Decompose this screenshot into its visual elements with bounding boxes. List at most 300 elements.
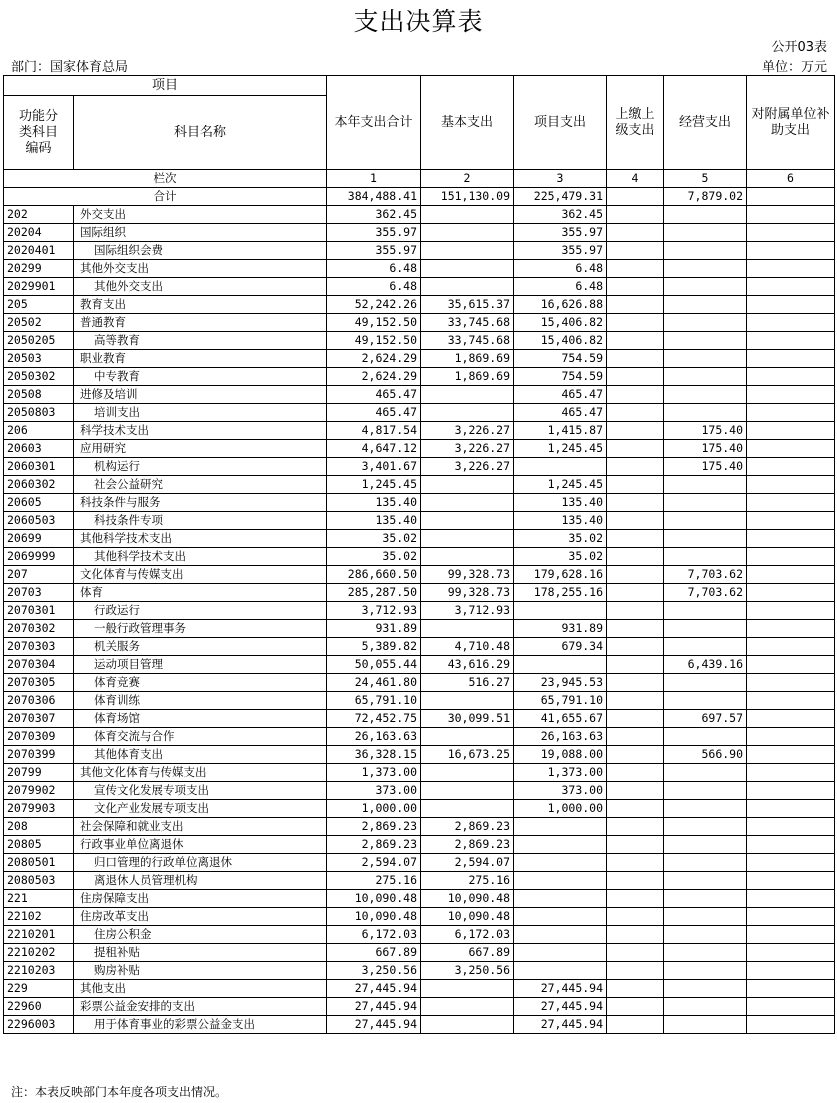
row-subsidy xyxy=(747,584,835,602)
row-total: 3,401.67 xyxy=(327,458,421,476)
row-basic: 43,616.29 xyxy=(421,656,514,674)
row-business xyxy=(664,602,747,620)
row-upper xyxy=(607,656,664,674)
row-code: 2060302 xyxy=(4,476,74,494)
row-basic: 30,099.51 xyxy=(421,710,514,728)
row-code: 221 xyxy=(4,890,74,908)
row-upper xyxy=(607,476,664,494)
row-name: 购房补贴 xyxy=(74,962,327,980)
row-total: 275.16 xyxy=(327,872,421,890)
row-basic: 99,328.73 xyxy=(421,566,514,584)
row-business xyxy=(664,206,747,224)
table-row xyxy=(4,494,835,512)
row-upper xyxy=(607,926,664,944)
row-total: 355.97 xyxy=(327,224,421,242)
row-total: 355.97 xyxy=(327,242,421,260)
row-code: 20605 xyxy=(4,494,74,512)
row-basic: 3,226.27 xyxy=(421,458,514,476)
row-subsidy xyxy=(747,440,835,458)
table-row xyxy=(4,296,835,314)
row-basic: 2,869.23 xyxy=(421,836,514,854)
table-row xyxy=(4,512,835,530)
row-total: 4,647.12 xyxy=(327,440,421,458)
row-name: 其他支出 xyxy=(74,980,327,998)
column-index: 2 xyxy=(421,170,514,188)
row-basic: 2,869.23 xyxy=(421,818,514,836)
row-subsidy xyxy=(747,530,835,548)
row-project: 26,163.63 xyxy=(514,728,607,746)
row-basic xyxy=(421,800,514,818)
row-name: 行政事业单位离退休 xyxy=(74,836,327,854)
row-name: 应用研究 xyxy=(74,440,327,458)
row-name: 住房公积金 xyxy=(74,926,327,944)
row-upper xyxy=(607,674,664,692)
table-row xyxy=(4,404,835,422)
row-upper xyxy=(607,260,664,278)
row-upper xyxy=(607,908,664,926)
row-subsidy xyxy=(747,944,835,962)
row-total: 5,389.82 xyxy=(327,638,421,656)
row-project xyxy=(514,926,607,944)
row-basic xyxy=(421,764,514,782)
row-code: 20502 xyxy=(4,314,74,332)
row-project: 179,628.16 xyxy=(514,566,607,584)
row-total: 49,152.50 xyxy=(327,332,421,350)
row-subsidy xyxy=(747,548,835,566)
row-code: 2210201 xyxy=(4,926,74,944)
row-basic: 99,328.73 xyxy=(421,584,514,602)
column-index: 5 xyxy=(664,170,747,188)
table-row xyxy=(4,926,835,944)
header-item-group: 项目 xyxy=(4,76,327,96)
row-project xyxy=(514,656,607,674)
row-code: 2079902 xyxy=(4,782,74,800)
row-upper xyxy=(607,548,664,566)
row-project xyxy=(514,836,607,854)
row-code: 202 xyxy=(4,206,74,224)
row-name: 体育场馆 xyxy=(74,710,327,728)
row-code: 2050205 xyxy=(4,332,74,350)
row-code: 20805 xyxy=(4,836,74,854)
page-title: 支出决算表 xyxy=(353,7,484,36)
row-business xyxy=(664,296,747,314)
row-subsidy xyxy=(747,980,835,998)
row-basic: 3,226.27 xyxy=(421,422,514,440)
row-total: 10,090.48 xyxy=(327,890,421,908)
row-subsidy xyxy=(747,692,835,710)
header-project: 项目支出 xyxy=(514,76,607,170)
sum-basic: 151,130.09 xyxy=(421,188,514,206)
row-project xyxy=(514,602,607,620)
row-name: 其他科学技术支出 xyxy=(74,548,327,566)
row-project: 355.97 xyxy=(514,224,607,242)
table-row xyxy=(4,818,835,836)
row-name: 机构运行 xyxy=(74,458,327,476)
row-subsidy xyxy=(747,890,835,908)
row-project xyxy=(514,962,607,980)
table-row xyxy=(4,998,835,1016)
table-row xyxy=(4,368,835,386)
row-subsidy xyxy=(747,836,835,854)
row-name: 外交支出 xyxy=(74,206,327,224)
row-total: 667.89 xyxy=(327,944,421,962)
row-business xyxy=(664,638,747,656)
row-upper xyxy=(607,944,664,962)
row-name: 中专教育 xyxy=(74,368,327,386)
row-basic: 667.89 xyxy=(421,944,514,962)
row-upper xyxy=(607,800,664,818)
table-row xyxy=(4,386,835,404)
row-name: 住房保障支出 xyxy=(74,890,327,908)
column-index: 3 xyxy=(514,170,607,188)
sum-subsidy xyxy=(747,188,835,206)
table-row xyxy=(4,728,835,746)
row-project: 15,406.82 xyxy=(514,332,607,350)
row-upper xyxy=(607,350,664,368)
row-business xyxy=(664,368,747,386)
table-row xyxy=(4,530,835,548)
row-code: 229 xyxy=(4,980,74,998)
row-project: 1,415.87 xyxy=(514,422,607,440)
row-name: 社会公益研究 xyxy=(74,476,327,494)
row-business xyxy=(664,782,747,800)
row-project xyxy=(514,908,607,926)
row-name: 高等教育 xyxy=(74,332,327,350)
row-basic xyxy=(421,404,514,422)
row-name: 进修及培训 xyxy=(74,386,327,404)
row-total: 6,172.03 xyxy=(327,926,421,944)
table-row xyxy=(4,872,835,890)
row-basic xyxy=(421,692,514,710)
row-basic xyxy=(421,206,514,224)
row-subsidy xyxy=(747,512,835,530)
table-row xyxy=(4,656,835,674)
row-code: 2050302 xyxy=(4,368,74,386)
row-name: 普通教育 xyxy=(74,314,327,332)
table-row xyxy=(4,890,835,908)
row-upper xyxy=(607,998,664,1016)
table-row xyxy=(4,854,835,872)
table-row xyxy=(4,620,835,638)
row-subsidy xyxy=(747,782,835,800)
row-name: 体育 xyxy=(74,584,327,602)
row-code: 2296003 xyxy=(4,1016,74,1034)
row-total: 72,452.75 xyxy=(327,710,421,728)
row-total: 373.00 xyxy=(327,782,421,800)
row-business xyxy=(664,260,747,278)
row-code: 2079903 xyxy=(4,800,74,818)
row-business xyxy=(664,872,747,890)
row-project: 6.48 xyxy=(514,278,607,296)
header-subsidy: 对附属单位补助支出 xyxy=(747,76,835,170)
row-business xyxy=(664,278,747,296)
table-row xyxy=(4,962,835,980)
row-subsidy xyxy=(747,476,835,494)
table-row xyxy=(4,710,835,728)
row-subsidy xyxy=(747,278,835,296)
row-code: 20204 xyxy=(4,224,74,242)
form-number: 公开03表 xyxy=(771,40,827,55)
row-total: 286,660.50 xyxy=(327,566,421,584)
row-project: 19,088.00 xyxy=(514,746,607,764)
row-code: 2070306 xyxy=(4,692,74,710)
row-business xyxy=(664,314,747,332)
row-project: 178,255.16 xyxy=(514,584,607,602)
row-business xyxy=(664,890,747,908)
row-basic: 1,869.69 xyxy=(421,368,514,386)
header-code: 功能分类科目编码 xyxy=(4,96,74,170)
row-name: 文化产业发展专项支出 xyxy=(74,800,327,818)
unit-label: 单位：万元 xyxy=(761,60,827,75)
row-subsidy xyxy=(747,314,835,332)
row-name: 其他文化体育与传媒支出 xyxy=(74,764,327,782)
row-subsidy xyxy=(747,404,835,422)
row-upper xyxy=(607,404,664,422)
row-subsidy xyxy=(747,656,835,674)
row-subsidy xyxy=(747,386,835,404)
row-project: 35.02 xyxy=(514,530,607,548)
row-upper xyxy=(607,890,664,908)
row-subsidy xyxy=(747,566,835,584)
row-business xyxy=(664,854,747,872)
row-upper xyxy=(607,314,664,332)
row-project: 931.89 xyxy=(514,620,607,638)
row-code: 206 xyxy=(4,422,74,440)
row-upper xyxy=(607,764,664,782)
row-code: 2060301 xyxy=(4,458,74,476)
sum-upper xyxy=(607,188,664,206)
row-total: 50,055.44 xyxy=(327,656,421,674)
row-subsidy xyxy=(747,800,835,818)
row-project: 135.40 xyxy=(514,494,607,512)
row-upper xyxy=(607,386,664,404)
row-upper xyxy=(607,836,664,854)
row-name: 一般行政管理事务 xyxy=(74,620,327,638)
table-row xyxy=(4,224,835,242)
row-code: 20603 xyxy=(4,440,74,458)
row-basic: 10,090.48 xyxy=(421,908,514,926)
row-name: 社会保障和就业支出 xyxy=(74,818,327,836)
table-row xyxy=(4,692,835,710)
row-code: 2070309 xyxy=(4,728,74,746)
row-code: 2210203 xyxy=(4,962,74,980)
row-business xyxy=(664,962,747,980)
row-subsidy xyxy=(747,962,835,980)
row-subsidy xyxy=(747,872,835,890)
row-total: 35.02 xyxy=(327,530,421,548)
expenditure-table xyxy=(3,75,835,1034)
row-name: 其他外交支出 xyxy=(74,260,327,278)
table-row xyxy=(4,206,835,224)
row-project xyxy=(514,944,607,962)
row-subsidy xyxy=(747,710,835,728)
row-basic: 3,712.93 xyxy=(421,602,514,620)
row-basic xyxy=(421,620,514,638)
row-project: 1,373.00 xyxy=(514,764,607,782)
row-name: 职业教育 xyxy=(74,350,327,368)
row-code: 2060503 xyxy=(4,512,74,530)
row-basic xyxy=(421,782,514,800)
header-business: 经营支出 xyxy=(664,76,747,170)
row-business xyxy=(664,818,747,836)
row-total: 6.48 xyxy=(327,278,421,296)
row-project: 362.45 xyxy=(514,206,607,224)
row-total: 1,245.45 xyxy=(327,476,421,494)
row-subsidy xyxy=(747,728,835,746)
row-upper xyxy=(607,278,664,296)
row-subsidy xyxy=(747,1016,835,1034)
row-name: 运动项目管理 xyxy=(74,656,327,674)
row-business xyxy=(664,224,747,242)
row-code: 2069999 xyxy=(4,548,74,566)
row-code: 208 xyxy=(4,818,74,836)
row-name: 教育支出 xyxy=(74,296,327,314)
row-name: 国际组织会费 xyxy=(74,242,327,260)
row-basic: 1,869.69 xyxy=(421,350,514,368)
row-upper xyxy=(607,1016,664,1034)
row-basic: 516.27 xyxy=(421,674,514,692)
row-total: 65,791.10 xyxy=(327,692,421,710)
row-project: 1,245.45 xyxy=(514,440,607,458)
row-upper xyxy=(607,566,664,584)
row-basic xyxy=(421,728,514,746)
row-total: 24,461.80 xyxy=(327,674,421,692)
row-name: 行政运行 xyxy=(74,602,327,620)
row-project: 373.00 xyxy=(514,782,607,800)
row-business xyxy=(664,908,747,926)
row-business xyxy=(664,836,747,854)
row-name: 文化体育与传媒支出 xyxy=(74,566,327,584)
row-code: 2070305 xyxy=(4,674,74,692)
row-business xyxy=(664,620,747,638)
sum-row xyxy=(4,188,835,206)
row-project: 754.59 xyxy=(514,350,607,368)
row-project xyxy=(514,818,607,836)
row-subsidy xyxy=(747,206,835,224)
row-subsidy xyxy=(747,854,835,872)
row-code: 2070304 xyxy=(4,656,74,674)
table-row xyxy=(4,440,835,458)
row-total: 931.89 xyxy=(327,620,421,638)
row-subsidy xyxy=(747,296,835,314)
row-upper xyxy=(607,494,664,512)
row-total: 135.40 xyxy=(327,512,421,530)
row-code: 207 xyxy=(4,566,74,584)
row-upper xyxy=(607,854,664,872)
row-total: 2,869.23 xyxy=(327,818,421,836)
table-row xyxy=(4,638,835,656)
row-total: 2,624.29 xyxy=(327,350,421,368)
row-upper xyxy=(607,818,664,836)
row-subsidy xyxy=(747,242,835,260)
row-upper xyxy=(607,782,664,800)
row-name: 体育交流与合作 xyxy=(74,728,327,746)
table-row xyxy=(4,746,835,764)
row-total: 3,250.56 xyxy=(327,962,421,980)
row-project: 1,245.45 xyxy=(514,476,607,494)
row-subsidy xyxy=(747,638,835,656)
row-total: 10,090.48 xyxy=(327,908,421,926)
row-subsidy xyxy=(747,368,835,386)
row-total: 26,163.63 xyxy=(327,728,421,746)
row-business xyxy=(664,728,747,746)
row-project: 41,655.67 xyxy=(514,710,607,728)
row-code: 20699 xyxy=(4,530,74,548)
row-project: 27,445.94 xyxy=(514,1016,607,1034)
row-basic: 3,226.27 xyxy=(421,440,514,458)
row-code: 20503 xyxy=(4,350,74,368)
row-upper xyxy=(607,620,664,638)
column-index-label: 栏次 xyxy=(4,170,327,188)
row-name: 科学技术支出 xyxy=(74,422,327,440)
table-row xyxy=(4,278,835,296)
row-upper xyxy=(607,584,664,602)
row-project xyxy=(514,890,607,908)
row-business xyxy=(664,548,747,566)
row-subsidy xyxy=(747,620,835,638)
row-upper xyxy=(607,296,664,314)
header-basic: 基本支出 xyxy=(421,76,514,170)
table-row xyxy=(4,980,835,998)
row-business xyxy=(664,350,747,368)
row-name: 科技条件与服务 xyxy=(74,494,327,512)
row-subsidy xyxy=(747,674,835,692)
row-total: 49,152.50 xyxy=(327,314,421,332)
row-upper xyxy=(607,602,664,620)
row-total: 285,287.50 xyxy=(327,584,421,602)
column-index: 4 xyxy=(607,170,664,188)
row-basic xyxy=(421,998,514,1016)
row-code: 22102 xyxy=(4,908,74,926)
row-name: 离退休人员管理机构 xyxy=(74,872,327,890)
row-code: 20799 xyxy=(4,764,74,782)
row-total: 465.47 xyxy=(327,386,421,404)
row-code: 20508 xyxy=(4,386,74,404)
row-upper xyxy=(607,692,664,710)
column-index: 6 xyxy=(747,170,835,188)
table-row xyxy=(4,764,835,782)
row-project: 754.59 xyxy=(514,368,607,386)
row-upper xyxy=(607,872,664,890)
row-basic xyxy=(421,1016,514,1034)
row-basic: 33,745.68 xyxy=(421,332,514,350)
row-upper xyxy=(607,242,664,260)
row-code: 2020401 xyxy=(4,242,74,260)
row-code: 2080503 xyxy=(4,872,74,890)
table-row xyxy=(4,800,835,818)
row-upper xyxy=(607,512,664,530)
row-name: 其他外交支出 xyxy=(74,278,327,296)
row-name: 住房改革支出 xyxy=(74,908,327,926)
row-name: 体育竞赛 xyxy=(74,674,327,692)
row-basic: 3,250.56 xyxy=(421,962,514,980)
header-total: 本年支出合计 xyxy=(327,76,421,170)
row-basic: 6,172.03 xyxy=(421,926,514,944)
row-business: 7,703.62 xyxy=(664,566,747,584)
row-business: 7,703.62 xyxy=(664,584,747,602)
row-basic xyxy=(421,980,514,998)
row-code: 2210202 xyxy=(4,944,74,962)
row-total: 362.45 xyxy=(327,206,421,224)
row-business xyxy=(664,494,747,512)
row-code: 2029901 xyxy=(4,278,74,296)
column-index: 1 xyxy=(327,170,421,188)
row-business: 175.40 xyxy=(664,422,747,440)
table-row xyxy=(4,458,835,476)
row-basic xyxy=(421,494,514,512)
row-basic: 10,090.48 xyxy=(421,890,514,908)
row-upper xyxy=(607,530,664,548)
